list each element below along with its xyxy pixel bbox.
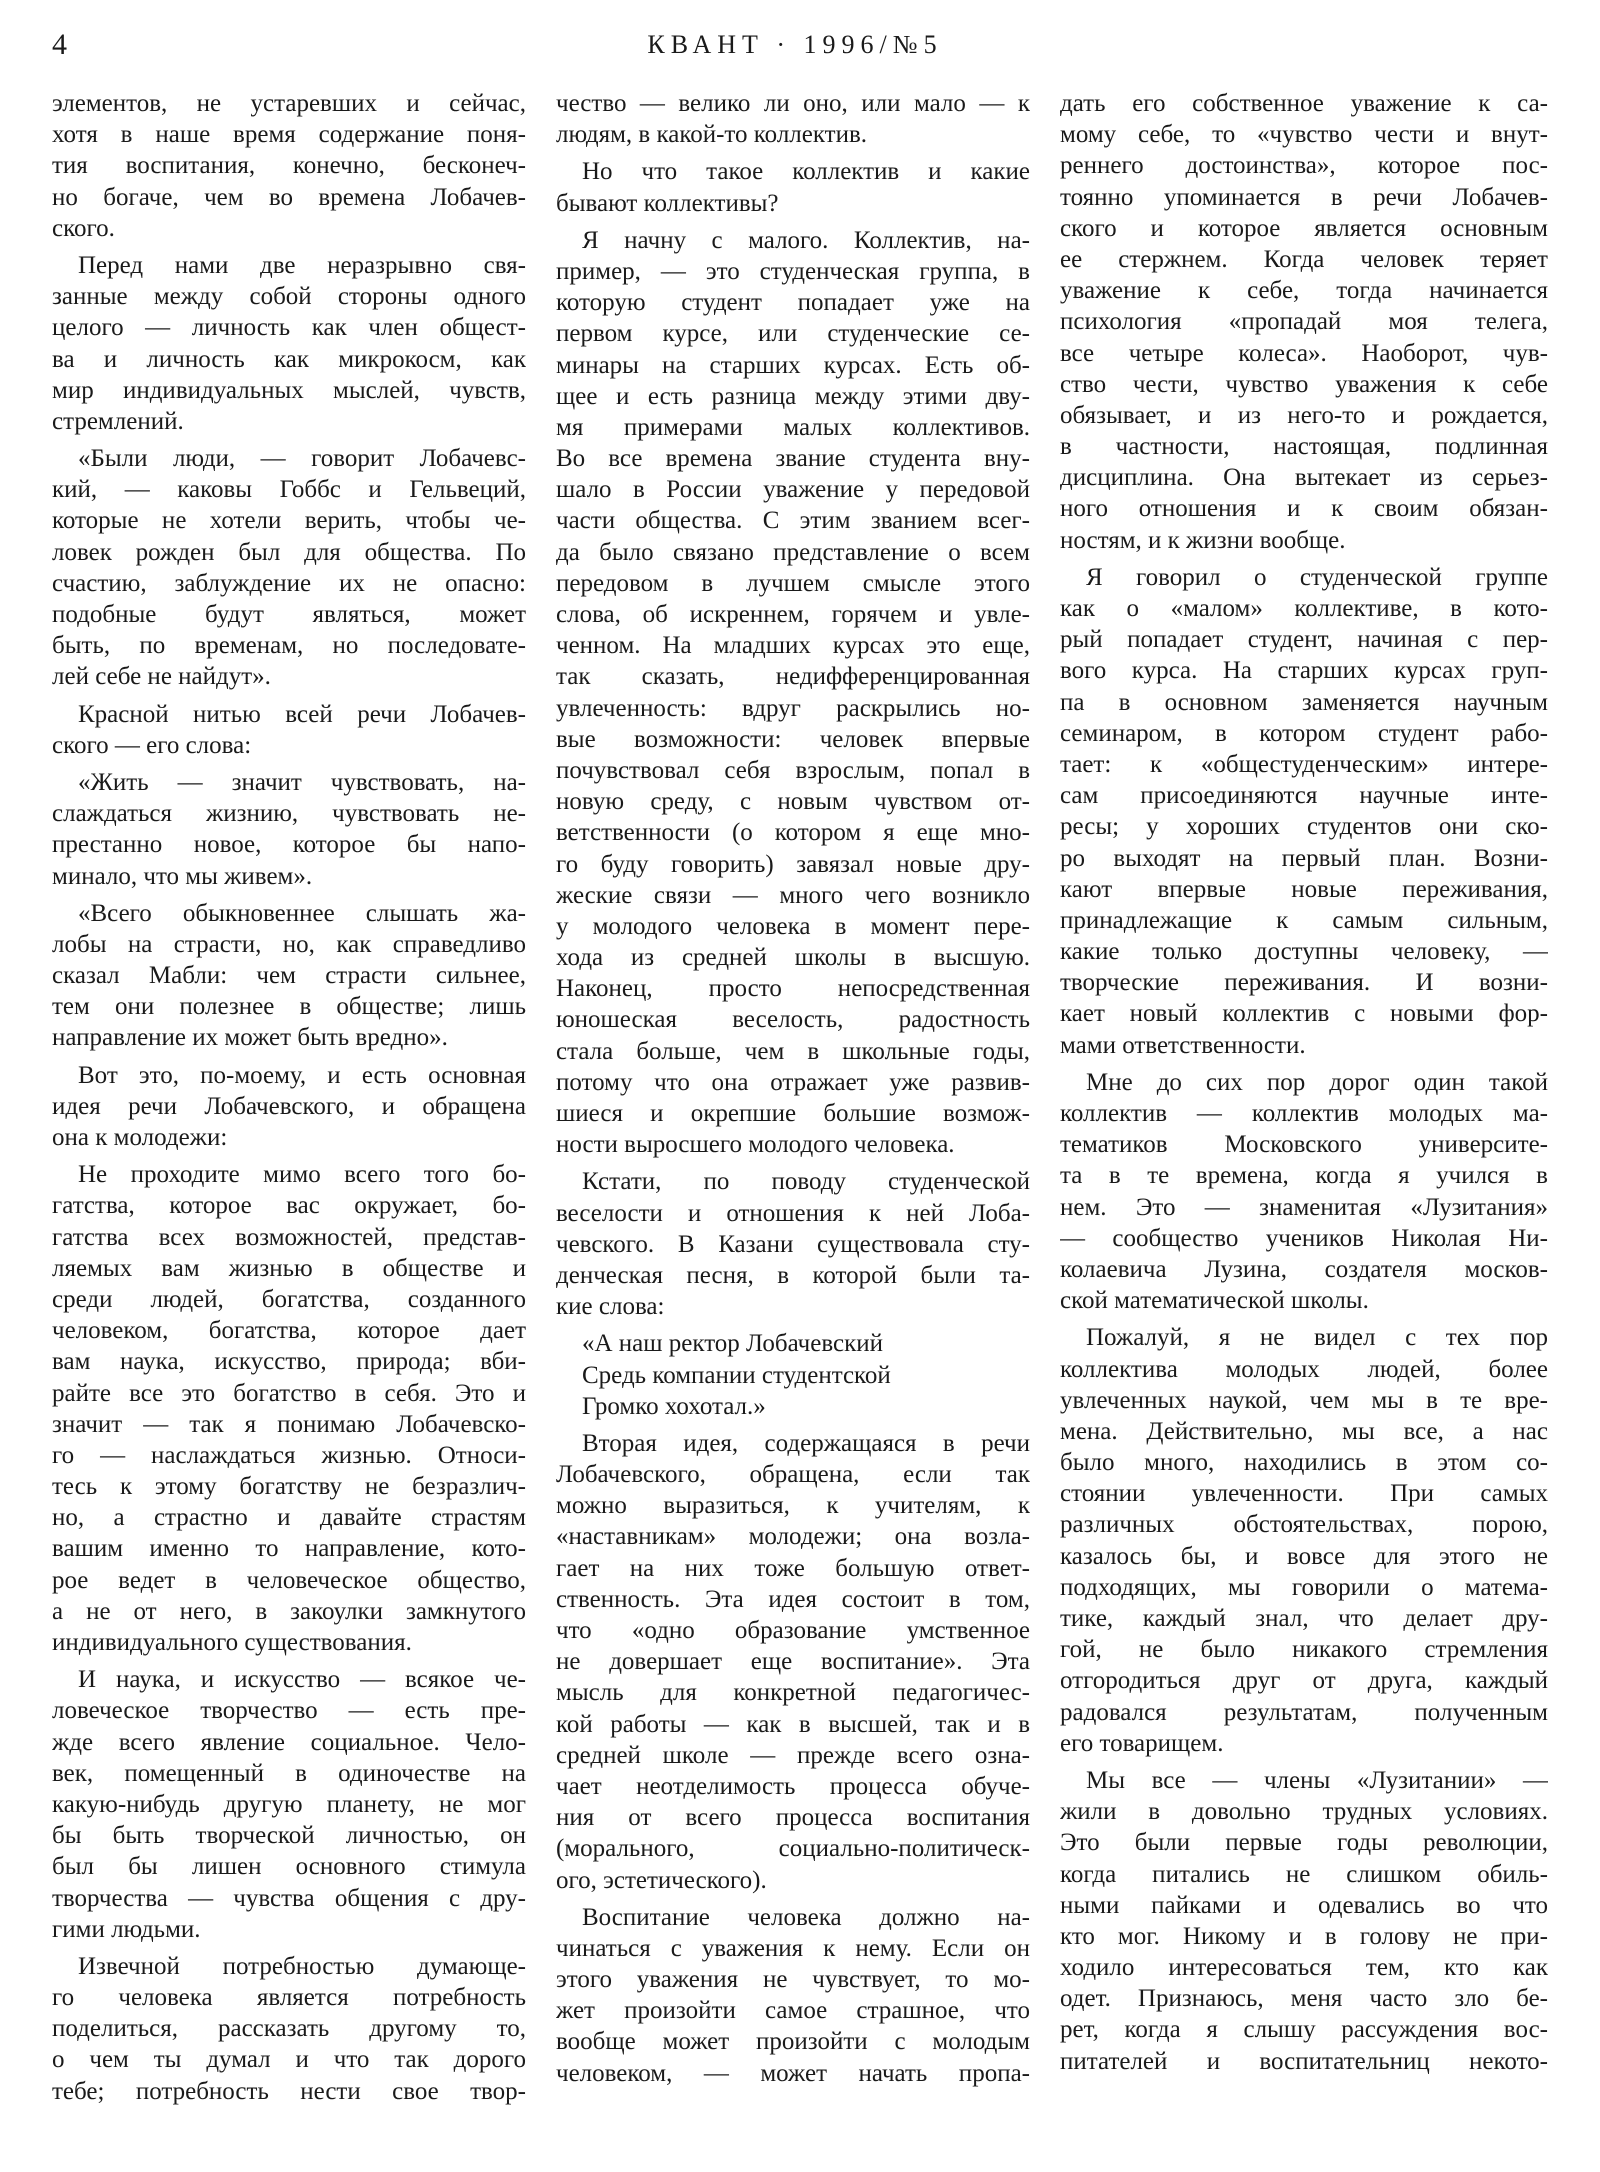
paragraph [1060, 1765, 1548, 2077]
text-line: Я начну с малого. Коллектив, на- [582, 226, 1030, 254]
text-line: Мне до сих пор дорог один такой [1086, 1068, 1548, 1096]
text-line: у молодого человека в момент пере- [556, 912, 1030, 940]
text-line: ловек рожден был для общества. По [52, 538, 526, 566]
text-line: И наука, и искусство — всякое че- [78, 1666, 526, 1694]
text-line: па в основном заменяется научным [1060, 688, 1548, 716]
text-line: го человека является потребность [52, 1984, 526, 2012]
text-line: юношеская веселость, радостность [556, 1006, 1030, 1034]
text-line: стоянии увлеченности. При самых [1060, 1480, 1548, 1508]
text-line: рет, когда я слышу рассуждения вос- [1060, 2016, 1548, 2044]
text-line: ными пайками и одевались во что [1060, 1891, 1548, 1919]
text-line: Мы все — члены «Лузитании» — [1086, 1766, 1548, 1794]
text-line: реннего достоинства», которое пос- [1060, 152, 1548, 180]
paragraph [1060, 1322, 1548, 1759]
text-line: ния от всего процесса воспитания [556, 1804, 1030, 1832]
text-line: ского. [52, 214, 115, 242]
text-line: быть, по временам, но последовате- [52, 632, 526, 660]
text-line: ского — его слова: [52, 731, 252, 759]
text-line: психология «пропадай моя телега, [1060, 308, 1548, 336]
text-line: вые возможности: человек впервые [556, 725, 1030, 753]
text-line: ностям, и к жизни вообще. [1060, 526, 1346, 554]
text-line: вого курса. На старших курсах груп- [1060, 657, 1548, 685]
text-line: минало, что мы живем». [52, 862, 313, 890]
text-line: мами ответственности. [1060, 1031, 1306, 1059]
text-line: но богаче, чем во времена Лобачев- [52, 183, 526, 211]
text-line: обязывает, и из него-то и рождается, [1060, 401, 1548, 429]
text-line: тоянно упоминается в речи Лобачев- [1060, 183, 1548, 211]
text-line: Вот это, по-моему, и есть основная [78, 1061, 526, 1089]
text-line: гими людьми. [52, 1915, 201, 1943]
text-line: гает на них тоже большую ответ- [556, 1554, 1030, 1582]
text-line: одет. Признаюсь, меня часто зло бе- [1060, 1985, 1548, 2013]
text-line: что «одно образование умственное [556, 1617, 1030, 1644]
text-line: элементов, не устаревших и сейчас, [52, 90, 526, 117]
text-line: значит — так я понимаю Лобачевско- [52, 1410, 526, 1438]
text-line: щее и есть разница между этими дву- [556, 382, 1030, 410]
paragraph [52, 88, 526, 244]
text-line: (морального, социально-политическ- [556, 1835, 1030, 1863]
text-line: го — наслаждаться жизнью. Относи- [52, 1441, 526, 1469]
text-line: индивидуального существования. [52, 1629, 412, 1656]
text-line: потому что она отражает уже развив- [556, 1068, 1030, 1096]
text-line: ходило интересоваться тем, кто как [1060, 1954, 1548, 1982]
page-number: 4 [52, 28, 67, 61]
text-line: о чем ты думал и что так дорого [52, 2046, 526, 2074]
text-line: Я говорил о студенческой группе [1086, 563, 1548, 591]
text-line: ственность. Эта идея состоит в том, [556, 1585, 1030, 1613]
text-line: коллектив — коллектив молодых ма- [1060, 1100, 1548, 1127]
text-column-2 [556, 88, 1030, 2095]
text-line: ного отношения и к своим обязан- [1060, 495, 1548, 523]
text-line: ловеческое творчество — есть пре- [52, 1697, 526, 1725]
text-line: ченном. На младших курсах это еще, [556, 632, 1030, 660]
text-line: Извечной потребностью думающе- [78, 1952, 526, 1980]
text-line: Но что такое коллектив и какие [582, 158, 1030, 186]
text-line: кают впервые новые переживания, [1060, 875, 1548, 903]
text-line: гой, не было никакого стремления [1060, 1636, 1548, 1664]
text-line: жет произойти самое страшное, что [556, 1997, 1030, 2025]
text-line: ство чести, чувство уважения к себе [1060, 370, 1548, 398]
text-line: лобы на страсти, но, как справедливо [52, 930, 526, 958]
text-line: «наставникам» молодежи; она возла- [556, 1523, 1030, 1551]
text-line: тает: к «общестуденческим» интере- [1060, 750, 1548, 778]
text-line: Перед нами две неразрывно свя- [78, 251, 526, 279]
text-line: направление их может быть вредно». [52, 1024, 448, 1052]
text-line: престанно новое, которое бы напо- [52, 831, 526, 859]
running-head: КВАНТ · 1996/№5 [647, 30, 943, 59]
text-line: жили в довольно трудных условиях. [1060, 1798, 1548, 1826]
text-line: которые не хотели верить, чтобы че- [52, 507, 526, 535]
text-line: в частности, настоящая, подлинная [1060, 433, 1548, 461]
text-line: семинаром, в котором студент рабо- [1060, 719, 1548, 747]
text-line: ресы; у хороших студентов они ско- [1060, 813, 1548, 841]
text-line: «Всего обыкновеннее слышать жа- [78, 899, 526, 927]
text-line: все четыре колеса». Наоборот, чув- [1060, 339, 1548, 367]
text-line: стала больше, чем в школьные годы, [556, 1037, 1030, 1065]
text-line: счастию, заблуждение их не опасно: [52, 569, 526, 597]
text-line: передовом в лучшем смысле этого [556, 569, 1030, 597]
text-line: занные между собой стороны одного [52, 283, 526, 311]
text-line: кие слова: [556, 1293, 665, 1321]
text-line: чевского. В Казани существовала сту- [556, 1230, 1030, 1258]
text-line: среди людей, богатства, созданного [52, 1285, 526, 1313]
text-line: человеком, богатства, которое дает [52, 1317, 526, 1345]
text-line: сказал Мабли: чем страсти сильнее, [52, 962, 526, 990]
text-line: чество — велико ли оно, или мало — к [556, 90, 1030, 117]
text-line: шиеся и окрепшие большие возмож- [556, 1100, 1030, 1127]
paragraph [52, 898, 526, 1054]
paragraph [52, 767, 526, 892]
text-line: когда питались не слишком обиль- [1060, 1860, 1548, 1888]
text-line: кто мог. Никому и в голову не при- [1060, 1922, 1548, 1950]
text-line: Вторая идея, содержащаяся в речи [582, 1429, 1030, 1457]
text-line: было много, находились в этом со- [1060, 1449, 1548, 1477]
text-line: поделиться, рассказать другому то, [52, 2015, 526, 2043]
text-line: средней школе — прежде всего озна- [556, 1741, 1030, 1769]
text-line: сам присоединяются научные инте- [1060, 782, 1548, 810]
text-line: ветственности (о котором я еще мно- [556, 819, 1030, 847]
text-line: людям, в какой-то коллектив. [556, 121, 868, 149]
text-line: коллектива молодых людей, более [1060, 1355, 1548, 1383]
text-line: минары на старших курсах. Есть об- [556, 351, 1030, 379]
verse-quote [556, 1328, 1030, 1422]
paragraph [556, 88, 1030, 150]
text-line: ской математической школы. [1060, 1287, 1369, 1315]
text-line: мя примерами малых коллективов. [556, 413, 1030, 441]
text-line: какие только доступны человеку, — [1060, 938, 1548, 966]
text-line: Красной нитью всей речи Лобачев- [78, 700, 526, 728]
text-line: ее стержнем. Когда человек теряет [1060, 245, 1548, 273]
paragraph [556, 156, 1030, 218]
text-line: Во все времена звание студента вну- [556, 445, 1030, 473]
text-line: лей себе не найдут». [52, 663, 271, 691]
text-line: мысль для конкретной педагогичес- [556, 1679, 1030, 1707]
text-line: колаевича Лузина, создателя москов- [1060, 1255, 1548, 1283]
paragraph [556, 1166, 1030, 1322]
paragraph [1060, 1067, 1548, 1317]
text-line: подходящих, мы говорили о матема- [1060, 1573, 1548, 1601]
text-line: «Были люди, — говорит Лобачевс- [78, 445, 526, 473]
text-line: слова, об искреннем, горячем и увле- [556, 601, 1030, 628]
text-line: вашим именно то направление, кото- [52, 1535, 526, 1563]
text-line: подобные будут являться, может [52, 601, 526, 628]
text-line: Не проходите мимо всего того бо- [78, 1161, 526, 1189]
text-line: — сообщество учеников Николая Ни- [1060, 1224, 1548, 1252]
text-line: так сказать, недифференцированная [556, 663, 1030, 691]
text-line: был бы лишен основного стимула [52, 1853, 526, 1881]
text-line: этого уважения не чувствует, то мо- [556, 1966, 1030, 1994]
text-line: уважение к себе, тогда начинается [1060, 277, 1548, 305]
text-line: нем. Это — знаменитая «Лузитания» [1060, 1193, 1548, 1221]
text-line: отгородиться друг от друга, каждый [1060, 1667, 1548, 1695]
text-line: ого, эстетического). [556, 1866, 767, 1894]
text-line: творческие переживания. И возни- [1060, 969, 1548, 997]
paragraph [52, 1060, 526, 1154]
text-line: рое ведет в человеческое общество, [52, 1566, 526, 1594]
text-column-3 [1060, 88, 1548, 2083]
text-line: Лобачевского, обращена, если так [556, 1461, 1030, 1489]
text-line: кий, — каковы Гоббс и Гельвеций, [52, 476, 526, 504]
text-line: принадлежащие к самым сильным, [1060, 906, 1548, 934]
text-line: Пожалуй, я не видел с тех пор [1086, 1324, 1548, 1352]
text-line: ва и личность как микрокосм, как [52, 345, 526, 373]
text-line: питателей и воспитательниц некото- [1060, 2047, 1548, 2075]
text-line: целого — личность как член общест- [52, 314, 526, 342]
paragraph [52, 443, 526, 693]
text-line: творчества — чувства общения с дру- [52, 1884, 526, 1912]
text-column-1 [52, 88, 526, 2113]
text-line: первом курсе, или студенческие се- [556, 320, 1030, 348]
text-line: век, помещенный в одиночестве на [52, 1759, 526, 1787]
text-line: шало в России уважение у передовой [556, 476, 1030, 504]
text-line: она к молодежи: [52, 1124, 228, 1151]
text-line: как о «малом» коллективе, в кото- [1060, 595, 1548, 622]
text-line: которую студент попадает уже на [556, 289, 1030, 317]
text-line: да было связано представление о всем [556, 538, 1030, 566]
text-line: бывают коллективы? [556, 189, 779, 217]
text-line: хода из средней школы в высшую. [556, 944, 1030, 972]
text-line: мому себе, то «чувство чести и внут- [1060, 121, 1548, 149]
text-line: не довершает еще воспитание». Эта [556, 1648, 1030, 1676]
text-line: чает неотделимость процесса обуче- [556, 1772, 1030, 1800]
text-line: слаждаться жизнию, чувствовать не- [52, 800, 526, 828]
text-line: денческая песня, в которой были та- [556, 1261, 1030, 1289]
text-line: Громко хохотал.» [582, 1392, 766, 1420]
text-line: увлеченность: вдруг раскрылись но- [556, 694, 1030, 722]
paragraph [52, 1159, 526, 1658]
text-line: почувствовал себя взрослым, попал в [556, 756, 1030, 784]
text-line: стремлений. [52, 407, 184, 435]
text-line: дисциплина. Она вытекает из серьез- [1060, 464, 1548, 492]
text-line: Наконец, просто непосредственная [556, 975, 1030, 1003]
paragraph [52, 699, 526, 761]
paragraph [52, 250, 526, 437]
text-line: а не от него, в закоулки замкнутого [52, 1597, 526, 1625]
text-line: ляемых вам жизнью в обществе и [52, 1254, 526, 1282]
paragraph [1060, 562, 1548, 1061]
text-line: вообще может произойти с молодым [556, 2028, 1030, 2056]
paragraph [556, 225, 1030, 1161]
paragraph [1060, 88, 1548, 556]
text-line: Средь компании студентской [582, 1361, 891, 1389]
text-line: Воспитание человека должно на- [582, 1903, 1030, 1931]
text-line: вам наука, искусство, природа; вби- [52, 1348, 526, 1376]
text-line: казалось бы, и вовсе для этого не [1060, 1542, 1548, 1570]
text-line: тике, каждый знал, что делает дру- [1060, 1605, 1548, 1632]
text-line: радовался результатам, полученным [1060, 1698, 1548, 1726]
text-line: различных обстоятельствах, порою, [1060, 1511, 1548, 1539]
paragraph [556, 1902, 1030, 2089]
text-line: его товарищем. [1060, 1729, 1224, 1757]
text-line: гатства, которое вас окружает, бо- [52, 1192, 526, 1220]
paragraph [52, 1664, 526, 1945]
text-line: Это были первые годы революции, [1060, 1829, 1548, 1857]
text-line: тематиков Московского университе- [1060, 1131, 1548, 1159]
text-line: жде всего явление социальное. Чело- [52, 1728, 526, 1756]
text-line: го буду говорить) завязал новые дру- [556, 850, 1030, 878]
text-line: ности выросшего молодого человека. [556, 1131, 955, 1159]
text-line: ского и которое является основным [1060, 214, 1548, 242]
text-line: части общества. С этим званием всег- [556, 507, 1030, 535]
text-line: какую-нибудь другую планету, не мог [52, 1790, 526, 1818]
text-line: Кстати, по поводу студенческой [582, 1168, 1030, 1196]
text-line: гатства всех возможностей, представ- [52, 1223, 526, 1251]
text-line: рый попадает студент, начиная с пер- [1060, 626, 1548, 654]
text-line: жеские связи — много чего возникло [556, 881, 1030, 909]
text-line: увлеченных наукой, чем мы в те вре- [1060, 1386, 1548, 1414]
text-line: веселости и отношения к ней Лоба- [556, 1199, 1030, 1227]
paragraph [556, 1428, 1030, 1896]
text-line: бы быть творческой личностью, он [52, 1822, 526, 1850]
text-line: тебе; потребность нести свое твор- [52, 2077, 526, 2105]
text-line: кой работы — как в высшей, так и в [556, 1710, 1030, 1738]
text-line: тесь к этому богатству не безразлич- [52, 1473, 526, 1501]
text-line: но, а страстно и давайте страстям [52, 1504, 526, 1532]
text-line: чинаться с уважения к нему. Если он [556, 1934, 1030, 1962]
text-line: та в те времена, когда я учился в [1060, 1162, 1548, 1190]
text-line: кает новый коллектив с новыми фор- [1060, 1000, 1548, 1028]
text-line: тем они полезнее в обществе; лишь [52, 993, 526, 1021]
text-line: дать его собственное уважение к са- [1060, 90, 1548, 117]
text-line: хотя в наше время содержание поня- [52, 121, 526, 149]
text-line: «Жить — значит чувствовать, на- [78, 768, 526, 796]
text-line: мена. Действительно, мы все, а нас [1060, 1417, 1548, 1445]
text-line: человеком, — может начать пропа- [556, 2059, 1030, 2087]
text-line: мир индивидуальных мыслей, чувств, [52, 376, 526, 404]
paragraph [52, 1951, 526, 2107]
text-line: «А наш ректор Лобачевский [582, 1330, 884, 1358]
text-line: тия воспитания, конечно, бесконеч- [52, 152, 526, 180]
text-line: пример, — это студенческая группа, в [556, 257, 1030, 285]
text-line: можно выразиться, к учителям, к [556, 1492, 1030, 1520]
text-line: ро выходят на первый план. Возни- [1060, 844, 1548, 872]
text-line: новую среду, с новым чувством от- [556, 788, 1030, 816]
text-line: райте все это богатство в себя. Это и [52, 1379, 526, 1407]
text-line: идея речи Лобачевского, и обращена [52, 1092, 526, 1120]
